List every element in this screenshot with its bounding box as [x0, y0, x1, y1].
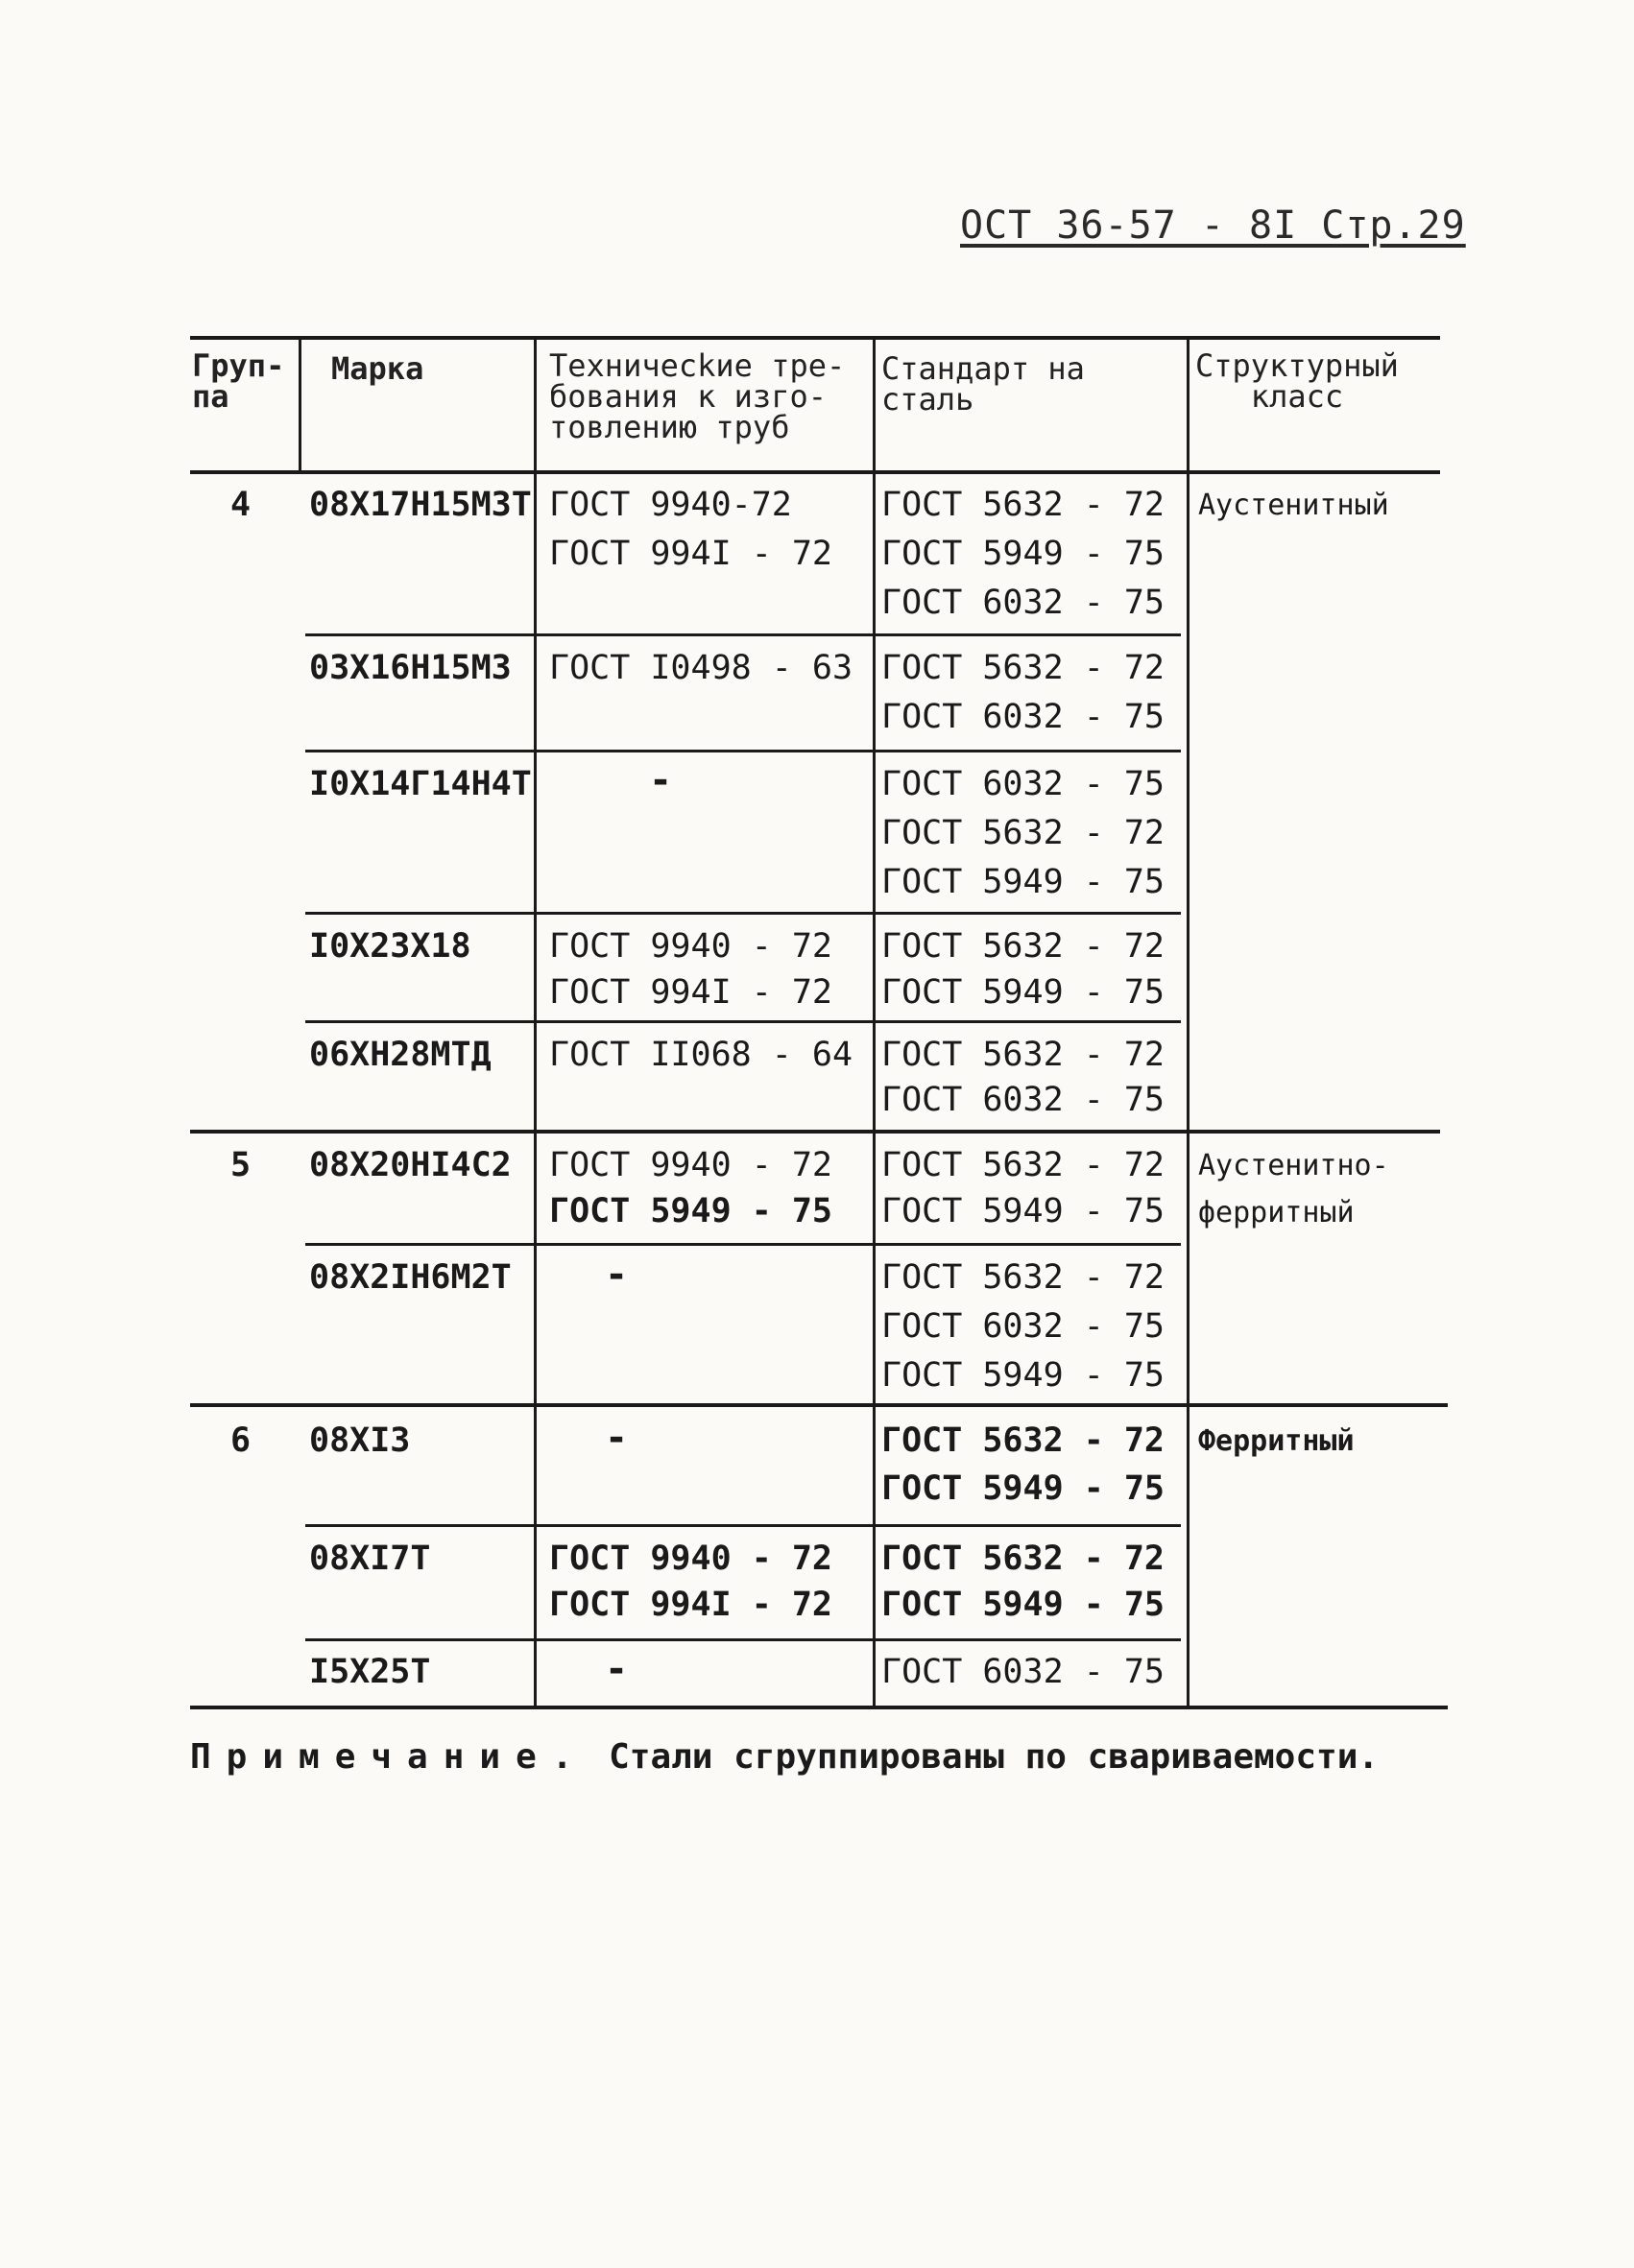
row-divider [305, 912, 1181, 915]
steel-standard: ГОСТ 5949 - 75 [881, 535, 1165, 573]
steel-standard: ГОСТ 5949 - 75 [881, 863, 1165, 901]
steel-standard: ГОСТ 5949 - 75 [881, 1469, 1165, 1508]
tech-requirement: ГОСТ 5949 - 75 [549, 1192, 833, 1230]
steel-standard: ГОСТ 5949 - 75 [881, 973, 1165, 1012]
group-number: 6 [230, 1421, 252, 1460]
group-number: 5 [230, 1146, 252, 1184]
structural-class: Аустенитно- ферритный [1198, 1149, 1389, 1229]
steel-standard: ГОСТ 5949 - 75 [881, 1356, 1165, 1395]
footnote [190, 1737, 1379, 1777]
row-divider [305, 1020, 1181, 1023]
group-divider-6 [190, 1403, 1448, 1407]
column-header-group: Груп- па [192, 347, 285, 415]
col-rule-2 [534, 336, 537, 1707]
steel-standard: ГОСТ 6032 - 75 [881, 1653, 1165, 1691]
steel-grade: 08Х2IН6М2Т [309, 1258, 512, 1297]
document-reference: ОСТ 36-57 - 8I Стр.29 [960, 203, 1466, 248]
col-rule-1 [299, 336, 301, 470]
row-divider [305, 1243, 1181, 1246]
steel-standard: ГОСТ 5632 - 72 [881, 1036, 1165, 1074]
table-bottom-rule [190, 1706, 1448, 1709]
col-rule-4 [1187, 336, 1189, 1707]
steel-grade: 08Х20НI4С2 [309, 1146, 512, 1184]
column-header-structural-class: Структурный класс [1195, 347, 1399, 415]
footnote-label: Примечание. [190, 1737, 589, 1777]
group-divider-5 [190, 1130, 1440, 1134]
steel-standard: ГОСТ 5949 - 75 [881, 1192, 1165, 1230]
steel-grade: 08ХI3 [309, 1421, 411, 1460]
tech-requirement: ГОСТ 994I - 72 [549, 1586, 833, 1624]
tech-requirement: ГОСТ 9940 - 72 [549, 927, 833, 966]
tech-requirement: ГОСТ II068 - 64 [549, 1036, 853, 1074]
structural-class: Аустенитный [1198, 489, 1389, 522]
tech-requirement: ГОСТ 9940 - 72 [549, 1540, 833, 1578]
steel-grade: 03Х16Н15М3 [309, 649, 512, 687]
row-divider [305, 1524, 1181, 1527]
tech-requirement-dash: - [649, 758, 673, 802]
table-top-rule [190, 336, 1440, 340]
steel-grade: I5Х25Т [309, 1653, 431, 1691]
steel-standard: ГОСТ 6032 - 75 [881, 765, 1165, 803]
tech-requirement-dash: - [605, 1416, 629, 1460]
structural-class: Ферритный [1198, 1424, 1355, 1458]
steel-grade: I0Х23Х18 [309, 927, 471, 966]
tech-requirement: ГОСТ 994I - 72 [549, 973, 833, 1012]
steel-grade: I0Х14Г14Н4Т [309, 765, 532, 803]
column-header-tech-requirements: Техничеckие тре- бования к изго- товлению труб [549, 347, 846, 445]
steel-standard: ГОСТ 6032 - 75 [881, 1081, 1165, 1119]
steel-standard: ГОСТ 5632 - 72 [881, 1540, 1165, 1578]
footnote-text: Стали сгруппированы по свариваемости. [609, 1737, 1380, 1777]
row-divider [305, 633, 1181, 636]
header-bottom-rule [190, 470, 1440, 474]
steel-standard: ГОСТ 5632 - 72 [881, 814, 1165, 852]
steel-standard: ГОСТ 5632 - 72 [881, 1258, 1165, 1297]
steel-standard: ГОСТ 6032 - 75 [881, 1307, 1165, 1346]
steel-standard: ГОСТ 5632 - 72 [881, 1421, 1165, 1460]
steel-standard: ГОСТ 5632 - 72 [881, 1146, 1165, 1184]
tech-requirement: ГОСТ I0498 - 63 [549, 649, 853, 687]
steel-standard: ГОСТ 6032 - 75 [881, 698, 1165, 736]
steel-grade: 06ХН28МТД [309, 1036, 492, 1074]
steel-grade: 08Х17Н15М3Т [309, 486, 532, 524]
col-rule-3 [873, 336, 876, 1707]
steel-standard: ГОСТ 5632 - 72 [881, 486, 1165, 524]
row-divider [305, 1638, 1181, 1641]
steel-standard: ГОСТ 5949 - 75 [881, 1586, 1165, 1624]
row-divider [305, 750, 1181, 752]
steel-grade: 08ХI7Т [309, 1540, 431, 1578]
tech-requirement: ГОСТ 994I - 72 [549, 535, 833, 573]
tech-requirement-dash: - [605, 1253, 629, 1297]
group-number: 4 [230, 486, 252, 524]
column-header-grade: Марка [331, 350, 424, 387]
steel-standard: ГОСТ 6032 - 75 [881, 584, 1165, 622]
tech-requirement: ГОСТ 9940 - 72 [549, 1146, 833, 1184]
steel-standard: ГОСТ 5632 - 72 [881, 649, 1165, 687]
column-header-steel-standard: Стандарт на сталь [881, 350, 1085, 418]
steel-standard: ГОСТ 5632 - 72 [881, 927, 1165, 966]
tech-requirement-dash: - [605, 1647, 629, 1691]
tech-requirement: ГОСТ 9940-72 [549, 486, 792, 524]
